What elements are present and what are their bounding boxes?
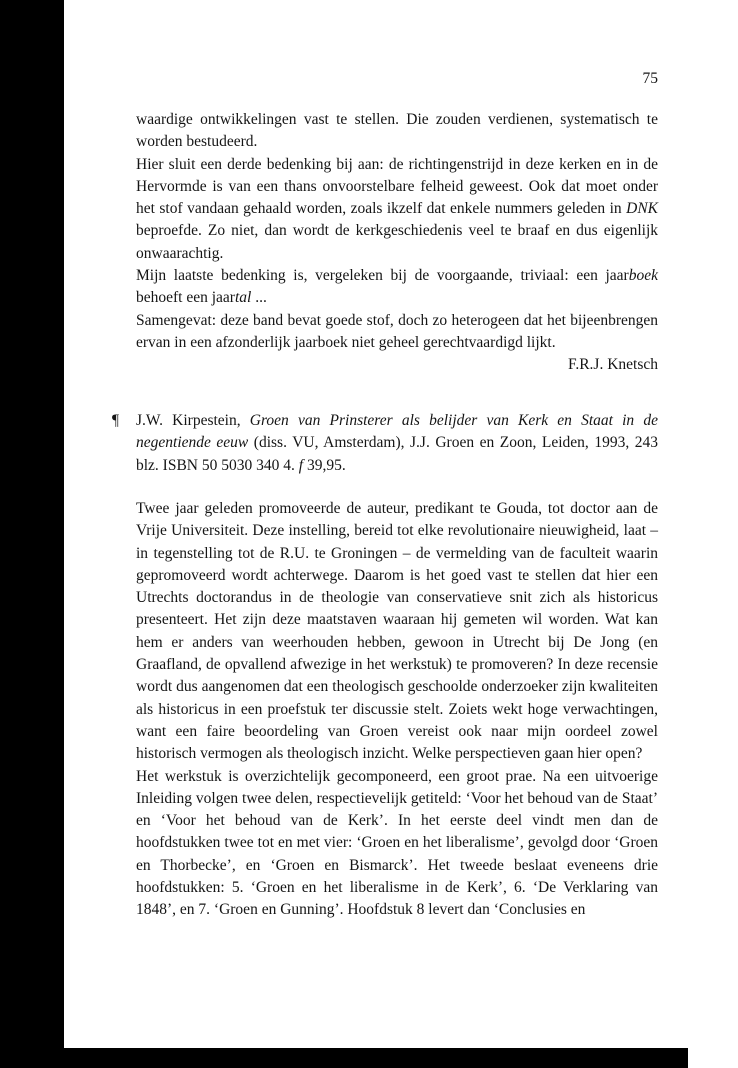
bibliographic-entry bbox=[112, 410, 658, 477]
page-number: 75 bbox=[642, 70, 658, 87]
text-run: Hier sluit een derde bedenking bij aan: de richtingenstrijd in deze kerken en in de Hervormde is van een thans onvoorstelbare felheid geweest. Ook dat moet onder het stof vandaan gehaald worden, zoals ikzelf dat enkele nummers geleden in bbox=[136, 155, 658, 218]
text-run: ... bbox=[251, 289, 267, 307]
review-body bbox=[136, 498, 658, 922]
reviewer-signature: F.R.J. Knetsch bbox=[567, 356, 658, 374]
text-run: Samengevat: deze band bevat goede stof, doch zo heterogeen dat het bijeenbrengen ervan in een afzonderlijk jaarboek niet geheel gerechtvaardigd lijkt. bbox=[136, 311, 658, 351]
paragraph bbox=[136, 265, 658, 310]
text-run: (diss. VU, Amsterdam), J.J. Groen en Zoon, Leiden, 1993, 243 blz. ISBN 50 5030 340 4. bbox=[136, 434, 658, 474]
italic-text: Groen van Prinsterer als belijder van Kerk en Staat in de negentiende eeuw bbox=[136, 412, 658, 452]
text-run: Mijn laatste bedenking is, vergeleken bij de voorgaande, triviaal: een jaar bbox=[136, 267, 629, 285]
text-run: beproefde. Zo niet, dan wordt de kerkgeschiedenis veel te braaf en dus eigenlijk onwaarachtig. bbox=[136, 222, 658, 262]
book-reference bbox=[136, 410, 658, 477]
text-run: Twee jaar geleden promoveerde de auteur, predikant te Gouda, tot doctor aan de Vrije Universiteit. Deze instelling, bereid tot elke revolutionaire nieuwigheid, laat – in tegenstelling tot de R.U. te Groningen – de vermelding van de faculteit waarin gepromoveerd wordt achterwege. Daarom is het goed vast te stellen dat hier een Utrechts doctorandus in de theologie van conservatieve snit zich als historicus presenteert. Het zijn deze maatstaven waaraan hij gemeten wil worden. Wat kan hem er anders van weerhouden hebben, gewoon in Utrecht bij De Jong (en Graafland, de opvallend afwezige in het werkstuk) te promoveren? In deze recensie wordt dus aangenomen dat een theologisch geschoolde onderzoeker zijn kwaliteiten als historicus in een proefstuk ter discussie stelt. Zoiets wekt hoge verwachtingen, want een faire beoordeling van Groen vereist ook naar mijn oordeel zowel historisch vermogen als theologisch inzicht. Welke perspectieven gaan hier open? bbox=[136, 500, 658, 763]
italic-text: f bbox=[298, 456, 304, 474]
text-run: J.W. Kirpestein, bbox=[136, 412, 250, 429]
review-conclusion bbox=[136, 109, 658, 377]
scan-border-left bbox=[0, 0, 64, 1068]
scan-border-bottom bbox=[60, 1048, 688, 1068]
paragraph bbox=[136, 766, 658, 922]
paragraph bbox=[136, 498, 658, 766]
review-paragraphs-2 bbox=[136, 498, 658, 922]
text-run: Het werkstuk is overzichtelijk gecomponeerd, een groot prae. Na een uitvoerige Inleiding volgen twee delen, respectievelijk getiteld: ‘Voor het behoud van de Staat’ en ‘Voor het behoud van de Kerk’. In het eerste deel vindt men dan de hoofdstukken twee tot en met vier: ‘Groen en het liberalisme’, gevolgd door ‘Groen en Thorbecke’, en ‘Groen en Bismarck’. Het tweede beslaat eveneens drie hoofdstukken: 5. ‘Groen en het liberalisme in de Kerk’, 6. ‘De Verklaring van 1848’, en 7. ‘Groen en Gunning’. Hoofdstuk 8 levert dan ‘Conclusies en bbox=[136, 767, 658, 919]
paragraph bbox=[136, 154, 658, 265]
italic-text: tal bbox=[234, 289, 252, 307]
italic-text: DNK bbox=[626, 200, 658, 218]
italic-text: boek bbox=[628, 267, 658, 285]
text-run: 39,95. bbox=[303, 456, 346, 474]
paragraph bbox=[136, 310, 658, 355]
text-run: waardige ontwikkelingen vast te stellen. Die zouden verdienen, systematisch te worden bestudeerd. bbox=[136, 111, 658, 151]
pilcrow-icon: ¶ bbox=[112, 412, 120, 429]
text-run: behoeft een jaar bbox=[136, 289, 235, 307]
paragraph bbox=[136, 109, 658, 154]
review-paragraphs bbox=[136, 109, 658, 354]
